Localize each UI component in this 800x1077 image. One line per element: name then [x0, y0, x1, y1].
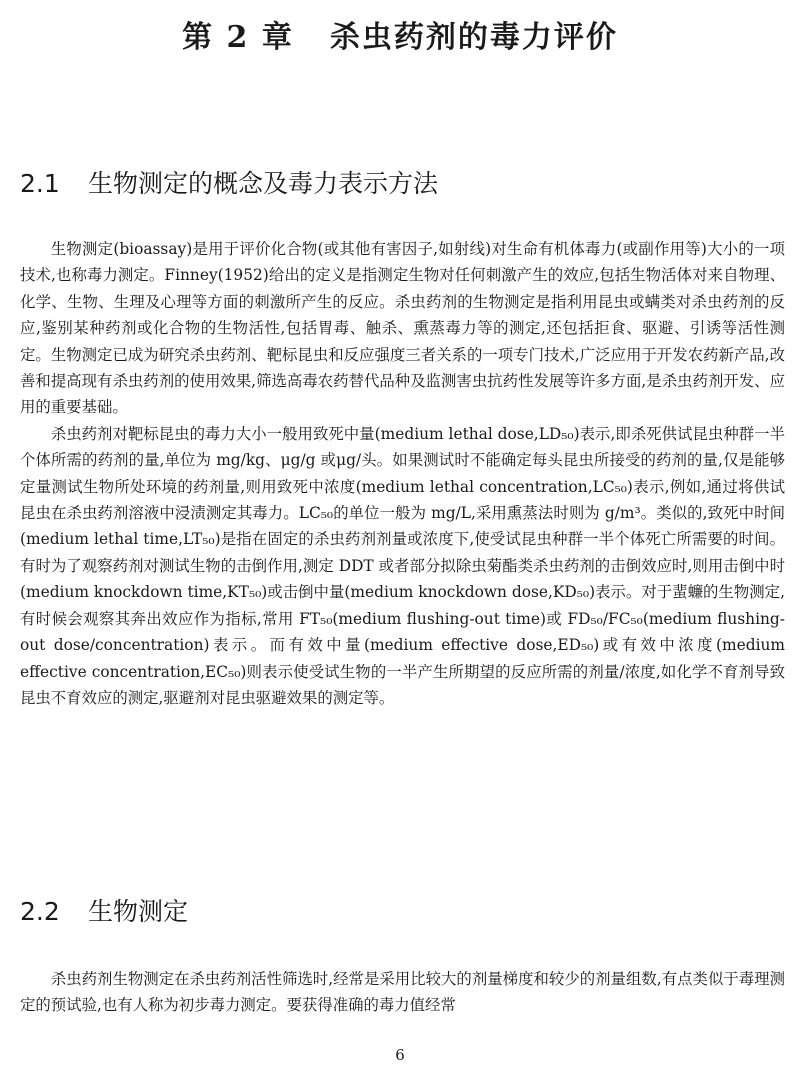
section-number: 2.2 — [20, 897, 60, 926]
section-title: 生物测定 — [88, 897, 189, 926]
section-2-1-body — [20, 236, 785, 711]
section-number: 2.1 — [20, 169, 60, 198]
chapter-name: 杀虫药剂的毒力评价 — [329, 20, 618, 55]
section-2-2-body — [20, 966, 785, 1019]
chapter-label: 第 2 章 — [182, 20, 294, 55]
chapter-title — [0, 12, 800, 56]
section-heading-2-1 — [20, 164, 438, 200]
page-number: 6 — [395, 1046, 405, 1064]
section-title: 生物测定的概念及毒力表示方法 — [88, 169, 439, 198]
paragraph: 生物测定(bioassay)是用于评价化合物(或其他有害因子,如射线)对生命有机体毒力(或副作用等)大小的一项技术,也称毒力测定。Finney(1952)给出的定义是指测定生物对任何刺激产生的效应,包括生物活体对来自物理、化学、生物、生理及心理等方面的刺激所产生的反应。杀虫药剂的生物测定是指利用昆虫或螨类对杀虫药剂的反应,鉴别某种药剂或化合物的生物活性,包括胃毒、触杀、熏蒸毒力等的测定,还包括拒食、驱避、引诱等活性测定。生物测定已成为研究杀虫药剂、靶标昆虫和反应强度三者关系的一项专门技术,广泛应用于开发农药新产品,改善和提高现有杀虫药剂的使用效果,筛选高毒农药替代品种及监测害虫抗药性发展等许多方面,是杀虫药剂开发、应用的重要基础。 — [20, 240, 785, 417]
paragraph: 杀虫药剂生物测定在杀虫药剂活性筛选时,经常是采用比较大的剂量梯度和较少的剂量组数,有点类似于毒理测定的预试验,也有人称为初步毒力测定。要获得准确的毒力值经常 — [20, 970, 785, 1015]
paragraph: 杀虫药剂对靶标昆虫的毒力大小一般用致死中量(medium lethal dose,LD₅₀)表示,即杀死供试昆虫种群一半个体所需的药剂的量,单位为 mg/kg、μg/g 或μg/头。如果测试时不能确定每头昆虫所接受的药剂的量,仅是能够定量测试生物所处环境的药剂量,则用致死中浓度(medium lethal concentration,LC₅₀)表示,例如,通过将供试昆虫在杀虫药剂溶液中浸渍测定其毒力。LC₅₀的单位一般为 mg/L,采用熏蒸法时则为 g/m³。类似的,致死中时间(medium lethal time,LT₅₀)是指在固定的杀虫药剂剂量或浓度下,使受试昆虫种群一半个体死亡所需要的时间。有时为了观察药剂对测试生物的击倒作用,测定 DDT 或者部分拟除虫菊酯类杀虫药剂的击倒效应时,则用击倒中时(medium knockdown time,KT₅₀)或击倒中量(medium knockdown dose,KD₅₀)表示。对于蜚蠊的生物测定,有时候会观察其奔出效应作为指标,常用 FT₅₀(medium flushing-out time)或 FD₅₀/FC₅₀(medium flushing-out dose/concentration)表示。而有效中量(medium effective dose,ED₅₀)或有效中浓度(medium effective concentration,EC₅₀)则表示使受试生物的一半产生所期望的反应所需的剂量/浓度,如化学不育剂导致昆虫不育效应的测定,驱避剂对昆虫驱避效果的测定等。 — [20, 424, 785, 707]
section-heading-2-2 — [20, 892, 188, 928]
